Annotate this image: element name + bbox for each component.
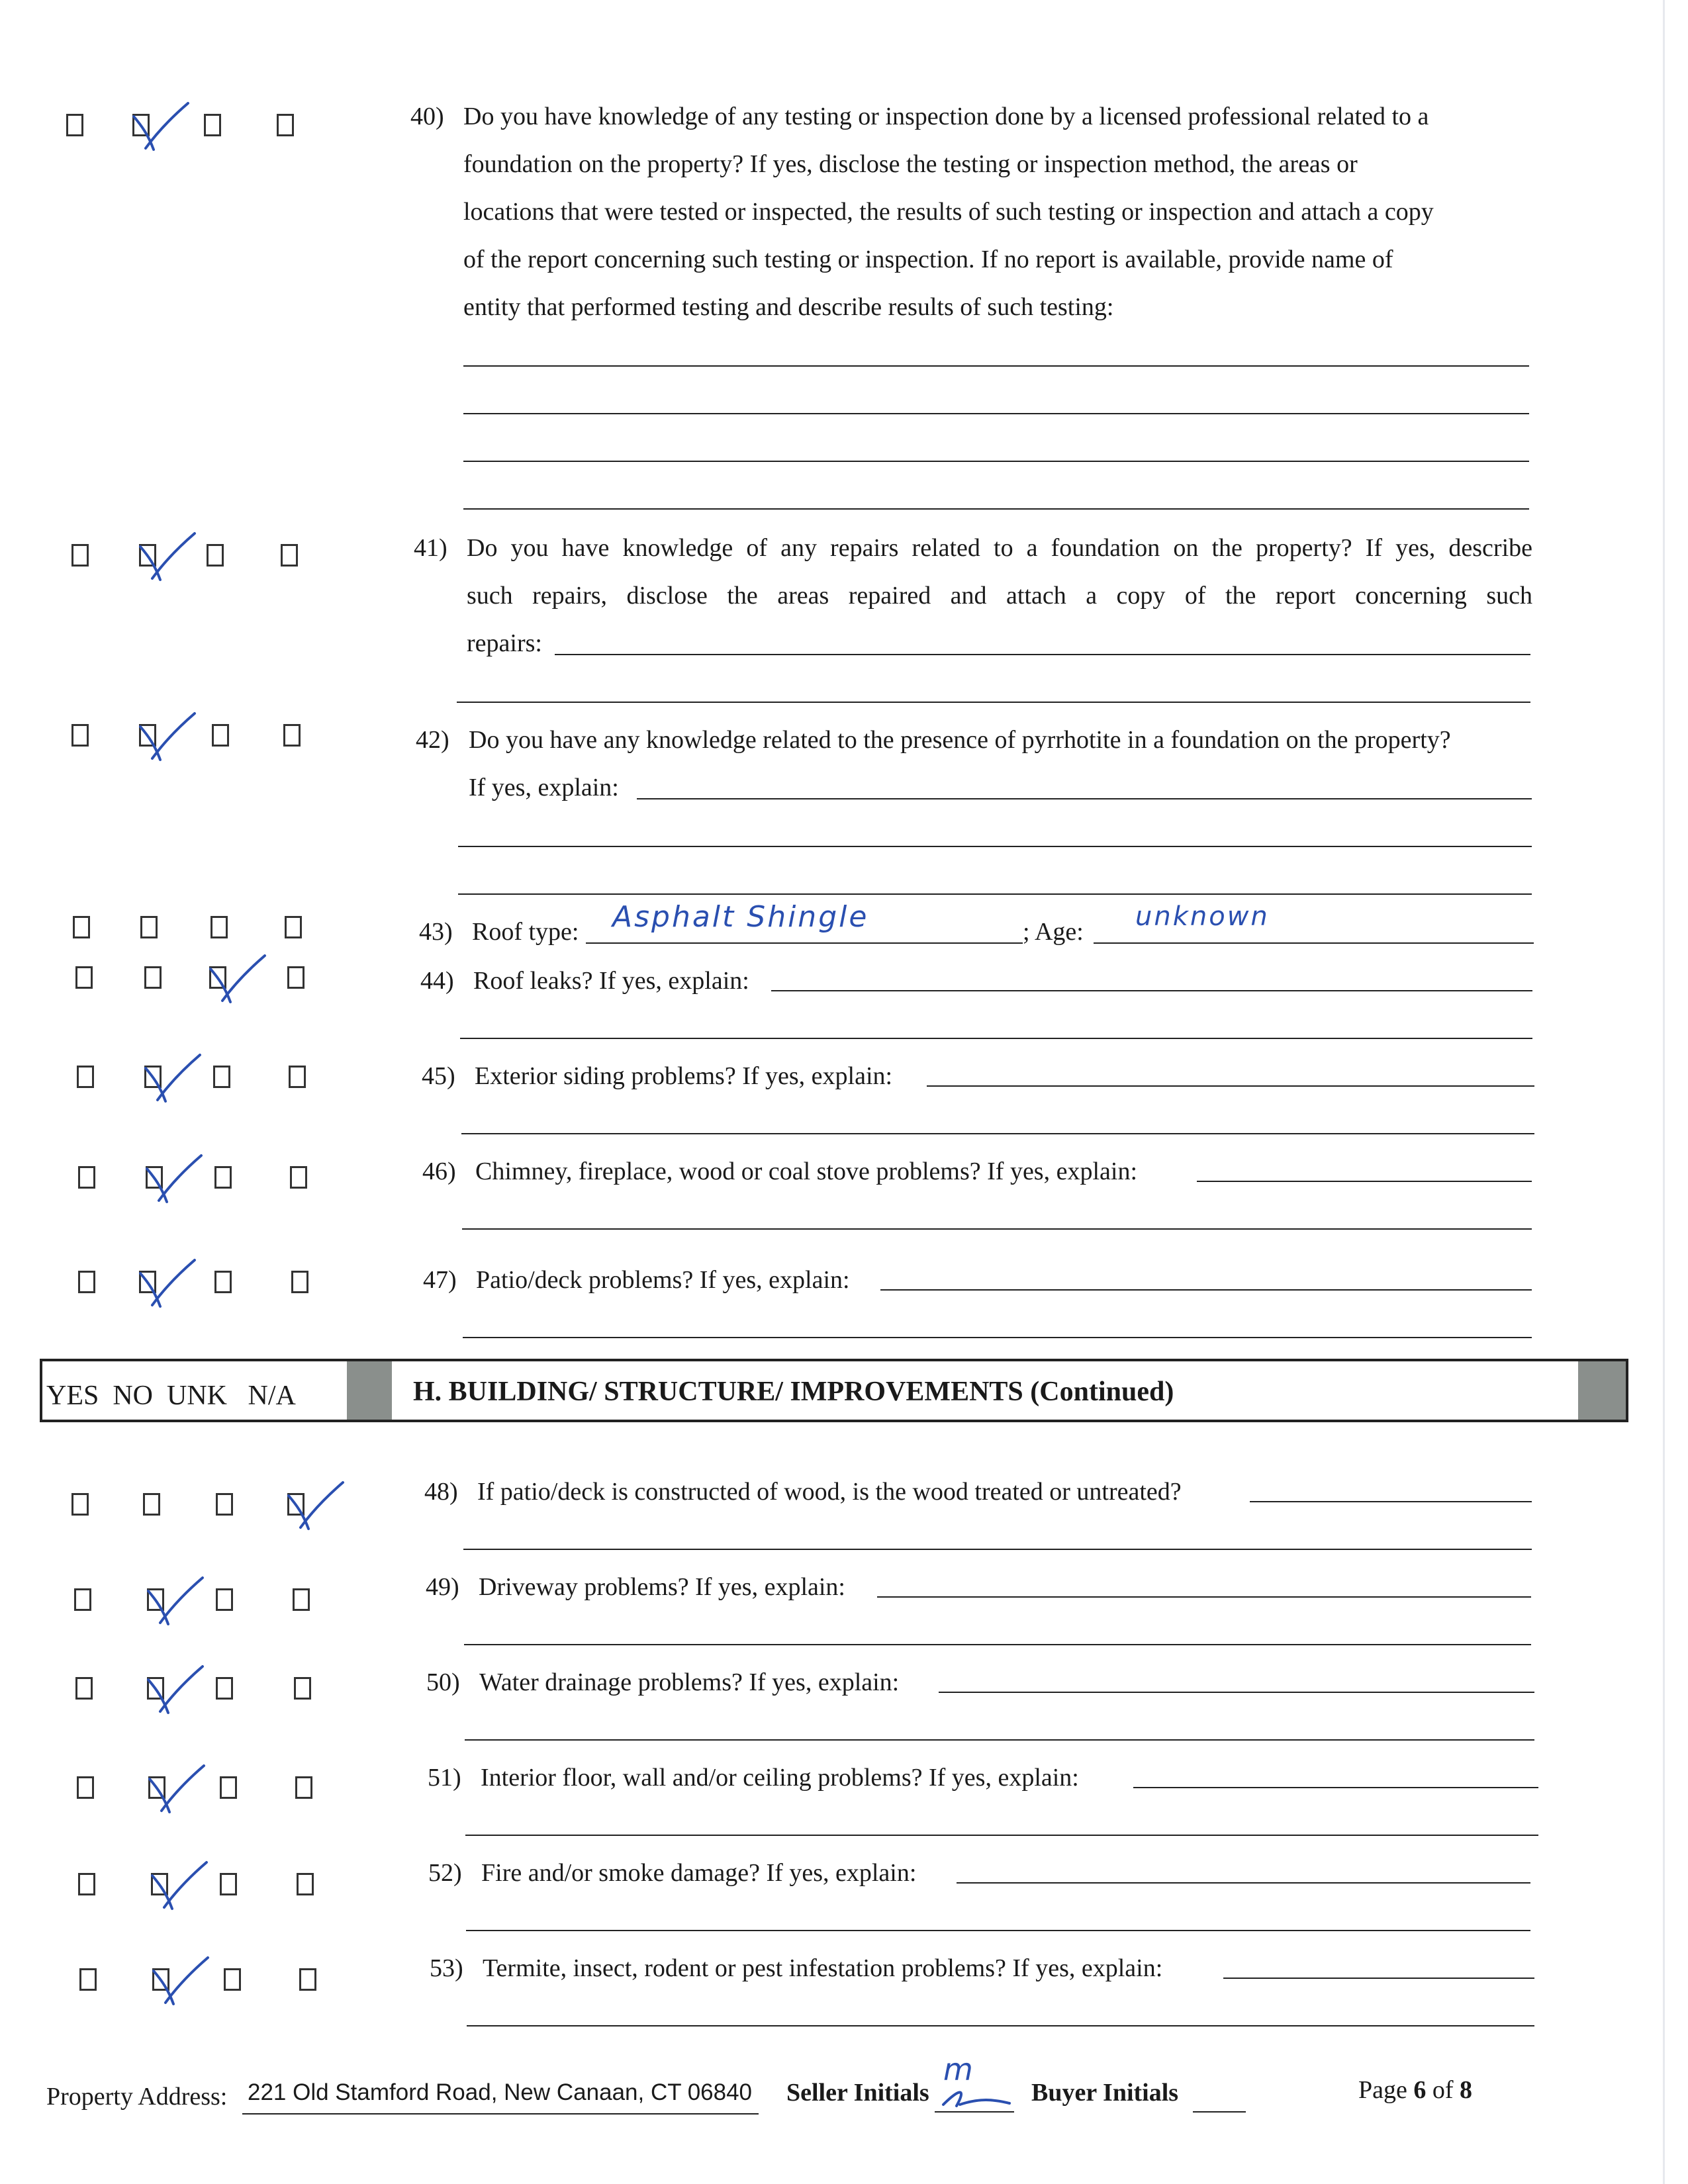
checkmark-q40 xyxy=(119,97,192,156)
question-line: repairs: xyxy=(467,629,542,657)
checkmark-q45 xyxy=(131,1048,204,1108)
checkmark-q41 xyxy=(126,527,199,586)
answer-line[interactable] xyxy=(957,1882,1530,1884)
checkbox-unk-q40[interactable] xyxy=(204,114,221,136)
question-text: Water drainage problems? If yes, explain: xyxy=(479,1668,900,1696)
question-text: Driveway problems? If yes, explain: xyxy=(479,1573,845,1601)
checkmark-q52 xyxy=(138,1856,211,1915)
page-total: 8 xyxy=(1460,2076,1473,2104)
answer-line[interactable] xyxy=(457,702,1530,703)
question-number: 46) xyxy=(422,1158,456,1185)
checkbox-no-q44[interactable] xyxy=(144,966,162,989)
roof-type-label: Roof type: xyxy=(472,918,579,946)
address-value: 221 Old Stamford Road, New Canaan, CT 06840 xyxy=(248,2079,753,2105)
checkbox-unk-q42[interactable] xyxy=(212,724,229,747)
checkbox-unk-q49[interactable] xyxy=(216,1588,233,1611)
checkbox-unk-q43[interactable] xyxy=(211,916,228,938)
checkbox-unk-q53[interactable] xyxy=(224,1968,241,1991)
header-shade-right xyxy=(1578,1361,1626,1420)
page-of-label: of xyxy=(1432,2076,1454,2104)
checkbox-unk-q41[interactable] xyxy=(207,544,224,567)
checkbox-yes-q41[interactable] xyxy=(71,544,89,567)
answer-line[interactable] xyxy=(1133,1787,1538,1788)
seller-initials xyxy=(786,2078,929,2107)
question-line: such repairs, disclose the areas repaired and attach a copy of the report concerning such xyxy=(467,582,1532,610)
checkbox-yes-q51[interactable] xyxy=(77,1776,94,1799)
checkbox-na-q50[interactable] xyxy=(294,1677,311,1700)
checkmark-q47 xyxy=(126,1253,199,1313)
question-line: Do you have knowledge of any repairs related to a foundation on the property? If yes, describe xyxy=(467,534,1532,562)
answer-line[interactable] xyxy=(1197,1181,1532,1182)
checkbox-unk-q46[interactable] xyxy=(214,1166,232,1189)
checkbox-na-q51[interactable] xyxy=(295,1776,312,1799)
answer-line[interactable] xyxy=(637,798,1532,799)
checkbox-na-q49[interactable] xyxy=(293,1588,310,1611)
question-text: Fire and/or smoke damage? If yes, explain: xyxy=(481,1859,917,1887)
buyer-initials xyxy=(1031,2078,1178,2107)
question-number: 50) xyxy=(426,1668,460,1696)
checkbox-na-q45[interactable] xyxy=(289,1066,306,1088)
question-line: If yes, explain: xyxy=(469,774,619,801)
checkbox-no-q48[interactable] xyxy=(143,1493,160,1516)
question-number: 40) xyxy=(410,103,444,130)
answer-line[interactable] xyxy=(465,1739,1534,1741)
checkbox-yes-q52[interactable] xyxy=(78,1873,95,1895)
checkbox-unk-q52[interactable] xyxy=(220,1873,237,1895)
buyer-initials-label: Buyer Initials xyxy=(1031,2079,1179,2107)
question-number: 48) xyxy=(424,1478,458,1506)
checkbox-na-q41[interactable] xyxy=(281,544,298,567)
checkbox-yes-q50[interactable] xyxy=(75,1677,93,1700)
address-field[interactable] xyxy=(242,2113,759,2115)
age-label: ; Age: xyxy=(1023,918,1084,946)
question-line: Do you have any knowledge related to the presence of pyrrhotite in a foundation on the property? xyxy=(469,726,1451,754)
checkbox-na-q40[interactable] xyxy=(277,114,294,136)
answer-line[interactable] xyxy=(461,1133,1534,1134)
question-line: Do you have knowledge of any testing or inspection done by a licensed professional related to a xyxy=(463,103,1429,130)
answer-line[interactable] xyxy=(466,1930,1530,1931)
checkbox-unk-q47[interactable] xyxy=(214,1271,232,1293)
roof-type-value: Asphalt Shingle xyxy=(612,900,869,934)
checkbox-yes-q48[interactable] xyxy=(71,1493,89,1516)
question-line: locations that were tested or inspected, the results of such testing or inspection and attach a copy xyxy=(463,198,1434,226)
scan-edge xyxy=(1663,0,1665,2184)
seller-initials-label: Seller Initials xyxy=(786,2079,929,2107)
section-title: H. BUILDING/ STRUCTURE/ IMPROVEMENTS (Continued) xyxy=(413,1377,1174,1407)
answer-line[interactable] xyxy=(463,508,1529,510)
answer-line[interactable] xyxy=(463,413,1529,414)
answer-line[interactable] xyxy=(880,1289,1532,1291)
answer-column-headers: YES NO UNK N/A xyxy=(46,1381,296,1411)
question-number: 41) xyxy=(414,534,447,562)
checkbox-yes-q45[interactable] xyxy=(77,1066,94,1088)
question-text: Exterior siding problems? If yes, explain: xyxy=(475,1062,893,1090)
checkbox-unk-q45[interactable] xyxy=(213,1066,230,1088)
question-text: If patio/deck is constructed of wood, is the wood treated or untreated? xyxy=(477,1478,1182,1506)
answer-line[interactable] xyxy=(463,365,1529,367)
answer-line[interactable] xyxy=(463,1337,1532,1338)
answer-line[interactable] xyxy=(458,846,1532,847)
question-text: Termite, insect, rodent or pest infestation problems? If yes, explain: xyxy=(483,1954,1163,1982)
checkbox-na-q47[interactable] xyxy=(291,1271,308,1293)
seller-initials-scribble xyxy=(940,2085,1013,2111)
answer-line[interactable] xyxy=(458,893,1532,895)
seller-initials-field[interactable] xyxy=(935,2111,1014,2113)
age-field[interactable] xyxy=(1094,942,1534,944)
checkbox-yes-q43[interactable] xyxy=(73,916,90,938)
checkmark-q44 xyxy=(196,949,269,1009)
checkbox-yes-q40[interactable] xyxy=(66,114,83,136)
answer-line[interactable] xyxy=(465,1835,1538,1836)
question-number: 49) xyxy=(426,1573,459,1601)
seller-initials-value: m xyxy=(943,2052,975,2087)
question-number: 51) xyxy=(428,1764,461,1792)
question-line: of the report concerning such testing or inspection. If no report is available, provide name of xyxy=(463,246,1393,273)
address-label: Property Address: xyxy=(46,2083,228,2111)
answer-line[interactable] xyxy=(877,1596,1531,1598)
checkbox-unk-q51[interactable] xyxy=(220,1776,237,1799)
checkmark-q48 xyxy=(274,1476,347,1535)
answer-line[interactable] xyxy=(555,654,1530,655)
checkbox-na-q42[interactable] xyxy=(283,724,301,747)
checkbox-yes-q47[interactable] xyxy=(78,1271,95,1293)
answer-line[interactable] xyxy=(1250,1501,1532,1502)
question-number: 44) xyxy=(420,967,454,995)
checkbox-yes-q53[interactable] xyxy=(79,1968,97,1991)
checkbox-unk-q50[interactable] xyxy=(216,1677,233,1700)
answer-line[interactable] xyxy=(771,990,1532,991)
checkbox-na-q53[interactable] xyxy=(299,1968,316,1991)
question-number: 53) xyxy=(430,1954,463,1982)
header-shade-left xyxy=(347,1361,392,1420)
question-number: 45) xyxy=(422,1062,455,1090)
checkmark-q42 xyxy=(126,707,199,766)
checkbox-yes-q44[interactable] xyxy=(75,966,93,989)
age-value: unknown xyxy=(1135,901,1270,932)
question-text: Chimney, fireplace, wood or coal stove problems? If yes, explain: xyxy=(475,1158,1138,1185)
checkbox-no-q43[interactable] xyxy=(140,916,158,938)
checkbox-yes-q46[interactable] xyxy=(78,1166,95,1189)
checkmark-q50 xyxy=(134,1660,207,1719)
page-label: Page xyxy=(1358,2076,1407,2104)
checkbox-na-q44[interactable] xyxy=(287,966,305,989)
answer-line[interactable] xyxy=(1223,1978,1534,1979)
question-number: 52) xyxy=(428,1859,462,1887)
question-number: 43) xyxy=(419,918,453,946)
checkbox-na-q43[interactable] xyxy=(285,916,302,938)
answer-line[interactable] xyxy=(463,461,1529,462)
answer-line[interactable] xyxy=(463,1549,1532,1550)
question-line: foundation on the property? If yes, disclose the testing or inspection method, the areas or xyxy=(463,150,1358,178)
page-indicator xyxy=(1358,2075,1472,2105)
page-number: 6 xyxy=(1413,2076,1427,2104)
section-header xyxy=(40,1359,1628,1422)
checkmark-q53 xyxy=(139,1951,212,2011)
question-text: Interior floor, wall and/or ceiling problems? If yes, explain: xyxy=(481,1764,1079,1792)
answer-line[interactable] xyxy=(460,1038,1532,1039)
checkmark-q46 xyxy=(132,1149,205,1208)
question-line: entity that performed testing and describe results of such testing: xyxy=(463,293,1114,321)
answer-line[interactable] xyxy=(464,1644,1531,1645)
answer-line[interactable] xyxy=(939,1692,1534,1693)
checkbox-yes-q42[interactable] xyxy=(71,724,89,747)
checkbox-yes-q49[interactable] xyxy=(74,1588,91,1611)
answer-line[interactable] xyxy=(467,2025,1534,2026)
checkbox-na-q46[interactable] xyxy=(290,1166,307,1189)
checkmark-q49 xyxy=(134,1571,207,1631)
checkbox-unk-q48[interactable] xyxy=(216,1493,233,1516)
checkmark-q51 xyxy=(135,1759,208,1819)
roof-type-field[interactable] xyxy=(586,942,1023,944)
question-text: Roof leaks? If yes, explain: xyxy=(473,967,749,995)
question-number: 42) xyxy=(416,726,449,754)
question-text: Patio/deck problems? If yes, explain: xyxy=(476,1266,850,1294)
question-number: 47) xyxy=(423,1266,457,1294)
answer-line[interactable] xyxy=(462,1228,1532,1230)
buyer-initials-field[interactable] xyxy=(1193,2111,1246,2113)
checkbox-na-q52[interactable] xyxy=(297,1873,314,1895)
answer-line[interactable] xyxy=(927,1085,1534,1087)
footer-address xyxy=(46,2082,227,2111)
